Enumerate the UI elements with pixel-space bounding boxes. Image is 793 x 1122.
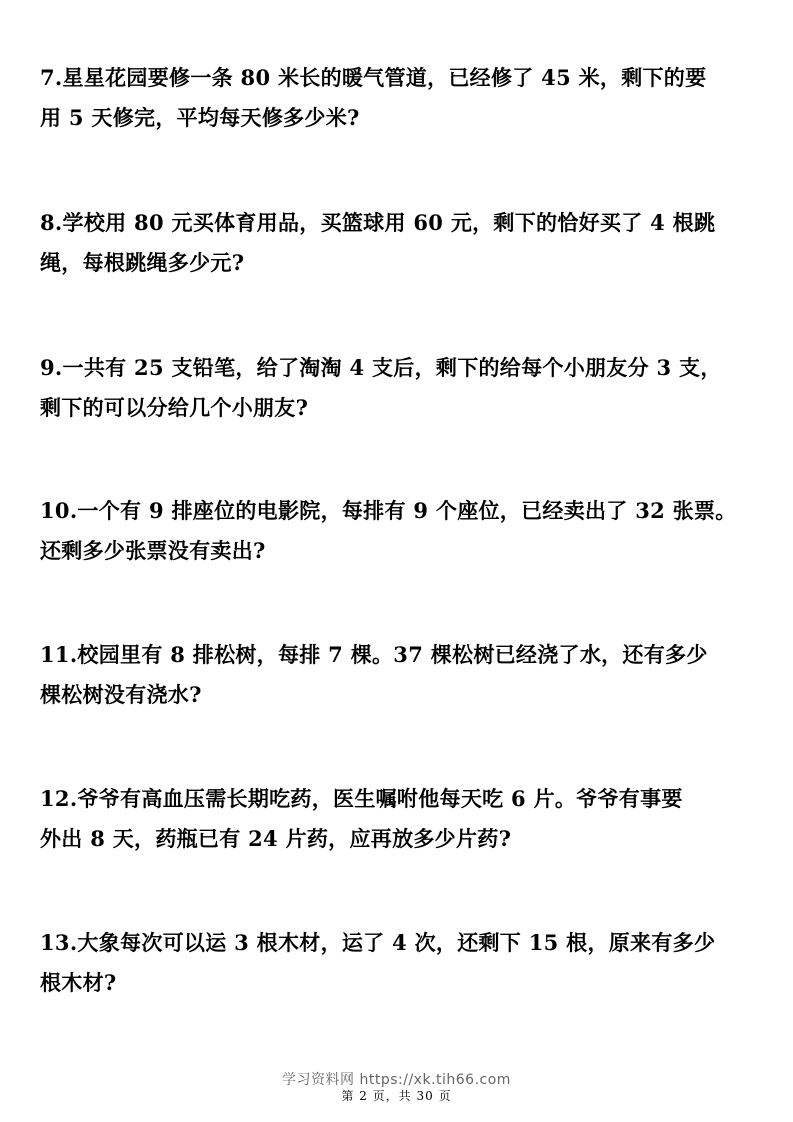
problem-13 xyxy=(40,923,758,1003)
problem-12-line-1: 12.爷爷有高血压需长期吃药，医生嘱咐他每天吃 6 片。爷爷有事要 xyxy=(40,786,683,811)
problem-13-line-1: 13.大象每次可以运 3 根木材，运了 4 次，还剩下 15 根，原来有多少 xyxy=(40,930,716,955)
problem-8-line-2: 绳，每根跳绳多少元? xyxy=(40,250,245,275)
problem-10 xyxy=(40,491,758,571)
problem-9-line-1: 9.一共有 25 支铅笔，给了淘淘 4 支后，剩下的给每个小朋友分 3 支， xyxy=(40,355,722,380)
problem-12-line-2: 外出 8 天，药瓶已有 24 片药，应再放多少片药? xyxy=(40,826,512,851)
problem-8-line-1: 8.学校用 80 元买体育用品，买篮球用 60 元，剩下的恰好买了 4 根跳 xyxy=(40,210,716,235)
problem-9-line-2: 剩下的可以分给几个小朋友? xyxy=(40,395,309,420)
problem-7-line-1: 7.星星花园要修一条 80 米长的暖气管道，已经修了 45 米，剩下的要 xyxy=(40,65,707,90)
problem-13-line-2: 根木材? xyxy=(40,970,117,995)
problem-7 xyxy=(40,58,758,138)
problem-11-line-2: 棵松树没有浇水? xyxy=(40,682,202,707)
problem-11 xyxy=(40,635,758,715)
problem-9 xyxy=(40,348,758,428)
problem-12 xyxy=(40,779,758,859)
problem-7-line-2: 用 5 天修完，平均每天修多少米? xyxy=(40,105,360,130)
problem-11-line-1: 11.校园里有 8 排松树，每排 7 棵。37 棵松树已经浇了水，还有多少 xyxy=(40,642,708,667)
footer-page-number: 第 2 页，共 30 页 xyxy=(341,1089,452,1103)
footer-watermark-site: 学习资料网 https://xk.tih66.com xyxy=(282,1072,511,1088)
problem-10-line-1: 10.一个有 9 排座位的电影院，每排有 9 个座位，已经卖出了 32 张票。 xyxy=(40,498,737,523)
problem-10-line-2: 还剩多少张票没有卖出? xyxy=(40,538,266,563)
problem-8 xyxy=(40,203,758,283)
